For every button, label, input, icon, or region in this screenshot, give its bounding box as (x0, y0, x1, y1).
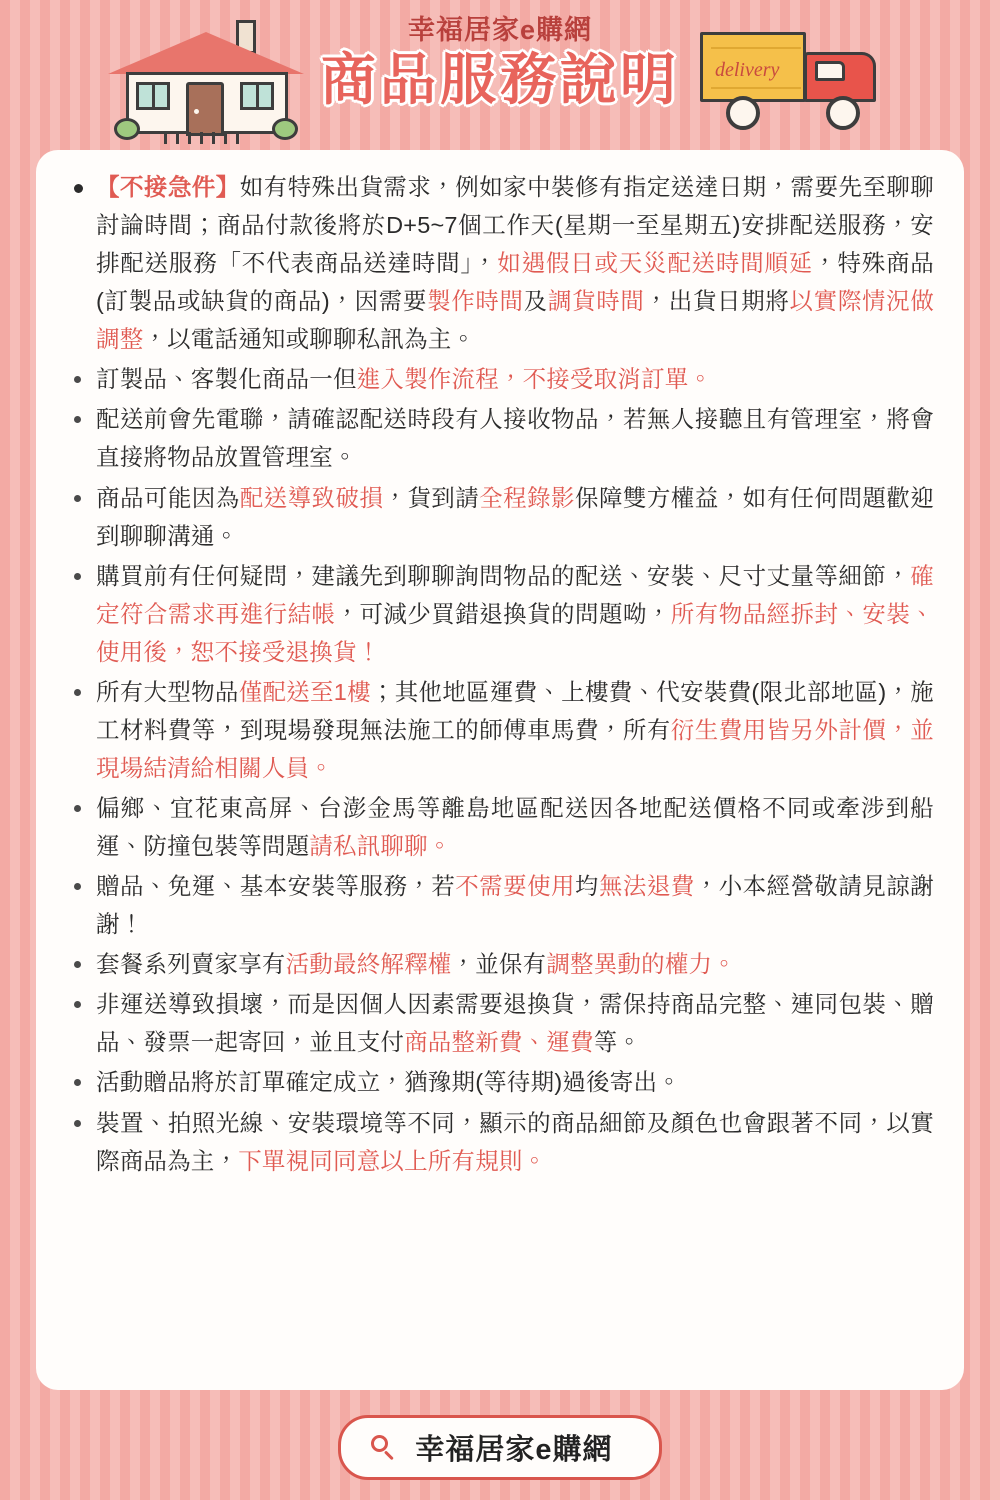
rule-text-segment: 配送前會先電聯，請確認配送時段有人接收物品，若無人接聽且有管理室，將會直接將物品放置管理室。 (96, 406, 934, 471)
truck-wheel-rear (726, 96, 760, 130)
rule-text-segment: 所有大型物品 (96, 678, 239, 705)
rule-text-segment: 以實際情況做調整 (96, 288, 935, 353)
rule-free-gifts-no-refund (62, 867, 934, 943)
magnifier-icon (371, 1435, 397, 1461)
rule-text-segment: 如遇假日或天災配送時間順延 (497, 250, 814, 277)
rule-text-segment: 衍生費用皆另外計價，並現場結清給相關人員。 (96, 716, 934, 781)
rule-custom-no-cancel (62, 360, 934, 398)
site-name: 幸福居家e購網 (407, 15, 593, 45)
rule-text-segment: 裝置、拍照光線、安裝環境等不同，顯示的商品細節及顏色也會跟著不同，以實際商品為主， (96, 1109, 934, 1174)
rule-text-segment: 調整異動的權力。 (546, 951, 736, 978)
rule-text-segment: 全程錄影 (479, 484, 575, 511)
rule-text-segment: 不需要使用 (455, 873, 575, 900)
rule-text-segment: 進入製作流程，不接受取消訂單。 (356, 366, 713, 393)
house-window-left (136, 82, 170, 110)
rule-personal-return (62, 985, 934, 1061)
rules-card (36, 150, 964, 1390)
rule-text-segment: 商品可能因為 (96, 484, 240, 511)
delivery-truck-icon (700, 24, 890, 142)
rule-ask-before-buy (62, 557, 934, 671)
rule-no-rush-orders (62, 168, 934, 358)
rule-text-segment: ，出貨日期將 (644, 288, 790, 315)
rule-remote-islands (62, 789, 934, 865)
truck-cab (804, 52, 876, 102)
rule-text-segment: 贈品、免運、基本安裝等服務，若 (96, 873, 456, 900)
house-icon (108, 14, 308, 142)
house-fence (164, 132, 244, 144)
rule-text-segment: 確定符合需求再進行結帳 (96, 562, 934, 627)
rule-text-segment: 調貨時間 (547, 288, 645, 315)
page-header (0, 0, 1000, 150)
rule-text-segment: 套餐系列賣家享有 (96, 951, 286, 978)
truck-box-line-bottom (711, 87, 801, 89)
rule-text-segment: 無法退費 (598, 873, 695, 900)
rule-text-segment: 【不接急件】 (96, 174, 240, 200)
rule-text-segment: 下單視同同意以上所有規則。 (238, 1147, 547, 1174)
house-window-right (240, 82, 274, 110)
rule-text-segment: 均 (575, 873, 599, 900)
rule-text-segment: 訂製品、客製化商品一但 (96, 366, 357, 393)
rule-text-segment: 活動最終解釋權 (285, 951, 452, 978)
rule-text-segment: 活動贈品將於訂單確定成立，猶豫期(等待期)過後寄出。 (96, 1069, 681, 1096)
footer (0, 1415, 1000, 1480)
rule-text-segment: 配送導致破損 (239, 484, 384, 511)
rule-text-segment: 及 (523, 288, 548, 315)
truck-wheel-front (826, 96, 860, 130)
rule-text-segment: 保障雙方權益，如有任何問題歡迎到聊聊溝通。 (96, 484, 934, 549)
truck-script-label: delivery (715, 59, 780, 81)
rule-text-segment: ；其他地區運費、上樓費、代安裝費(限北部地區)，施工材料費等，到現場發現無法施工的師傅車馬費，所有 (96, 678, 934, 743)
shop-name: 幸福居家e購網 (415, 1434, 613, 1466)
truck-cargo-box (700, 32, 806, 102)
rule-call-before-delivery (62, 400, 934, 476)
house-roof (108, 32, 304, 74)
house-bush-right (272, 118, 298, 140)
rule-text-segment: ，可減少買錯退換貨的問題呦， (335, 600, 671, 627)
rule-record-unboxing (62, 479, 934, 555)
rule-bundle-final-say (62, 945, 934, 983)
rules-list (62, 168, 934, 1180)
rule-text-segment: 如有特殊出貨需求，例如家中裝修有指定送達日期，需要先至聊聊討論時間；商品付款後將於D+5~7個工作天(星期一至星期五)安排配送服務，安排配送服務「不代表商品送達時間」， (96, 174, 934, 277)
house-door (186, 82, 224, 136)
rule-gift-after-cooling-off (62, 1063, 934, 1101)
rule-text-segment: ，小本經營敬請見諒謝謝！ (96, 873, 935, 938)
rule-first-floor-delivery (62, 673, 934, 787)
rule-text-segment: 製作時間 (427, 288, 524, 315)
rule-text-segment: ，貨到請 (383, 484, 480, 511)
rule-text-segment: 所有物品經拆封、安裝、使用後，恕不接受退換貨！ (96, 600, 934, 665)
rule-text-segment: 購買前有任何疑問，建議先到聊聊詢問物品的配送、安裝、尺寸丈量等細節， (96, 562, 911, 589)
rule-color-difference (62, 1104, 934, 1180)
rule-text-segment: 僅配送至1樓 (238, 678, 371, 705)
rule-text-segment: 等。 (593, 1029, 642, 1056)
rule-text-segment: 商品整新費、運費 (404, 1029, 594, 1056)
truck-box-line-top (711, 47, 801, 49)
shop-badge[interactable] (338, 1415, 661, 1480)
rule-text-segment: ，並保有 (451, 951, 547, 978)
rule-text-segment: ，特殊商品(訂製品或缺貨的商品)，因需要 (96, 250, 935, 315)
page-title: 商品服務說明 (320, 48, 680, 112)
house-bush-left (114, 118, 140, 140)
rule-text-segment: 偏鄉、宜花東高屏、台澎金馬等離島地區配送因各地配送價格不同或牽涉到船運、防撞包裝等問題 (96, 795, 934, 860)
rule-text-segment: 請私訊聊聊。 (309, 833, 452, 860)
rule-text-segment: ，以電話通知或聊聊私訊為主。 (143, 326, 476, 353)
rule-text-segment: 非運送導致損壞，而是因個人因素需要退換貨，需保持商品完整、連同包裝、贈品、發票一起寄回，並且支付 (96, 991, 934, 1056)
truck-window (815, 61, 845, 81)
